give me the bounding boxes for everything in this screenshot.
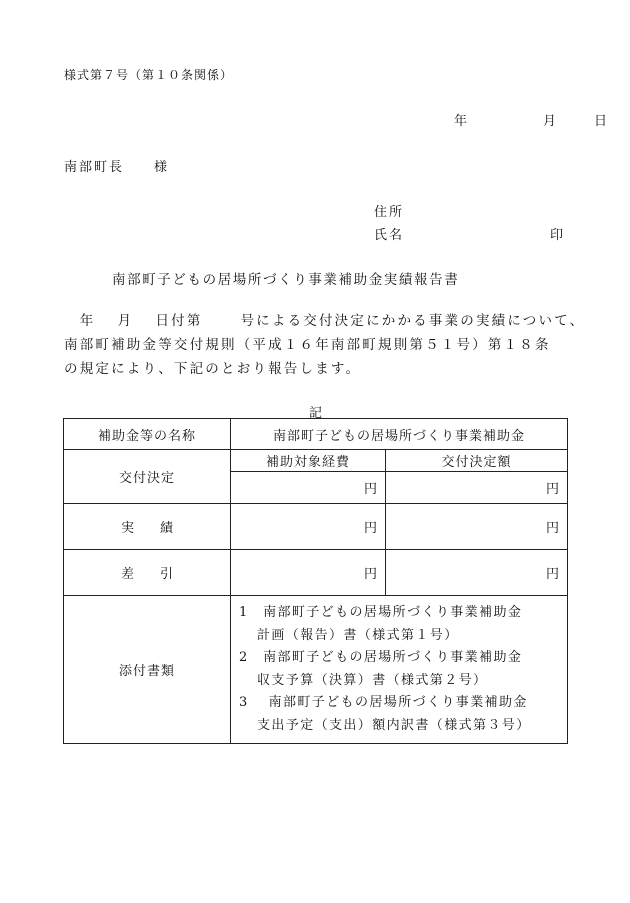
date-day: 日 xyxy=(594,114,608,129)
body-text xyxy=(64,309,585,381)
yen-unit: 円 xyxy=(386,550,568,596)
attachment-line: 収支予算（決算）書（様式第２号） xyxy=(257,672,488,688)
yen-unit: 円 xyxy=(231,504,386,550)
address-label: 住所 xyxy=(374,205,405,220)
col-header-decision-amount: 交付決定額 xyxy=(386,450,568,472)
yen-unit: 円 xyxy=(231,550,386,596)
table-row xyxy=(64,596,568,744)
table-row xyxy=(64,450,568,472)
document-title: 南部町子どもの居場所づくり事業補助金実績報告書 xyxy=(112,272,460,288)
table-row xyxy=(64,504,568,550)
decision-label: 交付決定 xyxy=(64,450,231,504)
attachment-line: 1 南部町子どもの居場所づくり事業補助金 xyxy=(239,605,523,620)
report-table xyxy=(63,418,568,744)
yen-unit: 円 xyxy=(386,472,568,504)
table-row xyxy=(64,419,568,450)
date-month: 月 xyxy=(543,114,557,129)
attachment-line: 支出予定（支出）額内訳書（様式第３号） xyxy=(257,717,531,733)
subsidy-name-value: 南部町子どもの居場所づくり事業補助金 xyxy=(231,419,568,450)
recipient: 南部町長 様 xyxy=(64,160,170,175)
col-header-eligible-cost: 補助対象経費 xyxy=(231,450,386,472)
yen-unit: 円 xyxy=(231,472,386,504)
attachments-label: 添付書類 xyxy=(64,596,231,744)
body-line: 南部町補助金等交付規則（平成１６年南部町規則第５１号）第１８条 xyxy=(64,337,551,353)
body-line: の規定により、下記のとおり報告します。 xyxy=(64,361,362,377)
actual-label: 実績 xyxy=(64,504,231,550)
difference-label: 差引 xyxy=(64,550,231,596)
attachment-line: 3 南部町子どもの居場所づくり事業補助金 xyxy=(239,695,528,710)
table-row xyxy=(64,550,568,596)
seal-mark: 印 xyxy=(550,228,564,243)
attachment-line: 2 南部町子どもの居場所づくり事業補助金 xyxy=(239,650,523,665)
form-number: 様式第７号（第１０条関係） xyxy=(64,68,234,82)
date-year: 年 xyxy=(454,114,468,129)
yen-unit: 円 xyxy=(386,504,568,550)
ki-heading: 記 xyxy=(309,406,323,421)
body-line: 年 月 日付第 号による交付決定にかかる事業の実績について、 xyxy=(64,313,586,329)
attachments-list xyxy=(231,596,568,744)
attachment-line: 計画（報告）書（様式第１号） xyxy=(257,627,459,643)
subsidy-name-label: 補助金等の名称 xyxy=(64,419,231,450)
date-line xyxy=(454,110,607,129)
name-label: 氏名 xyxy=(374,228,405,243)
